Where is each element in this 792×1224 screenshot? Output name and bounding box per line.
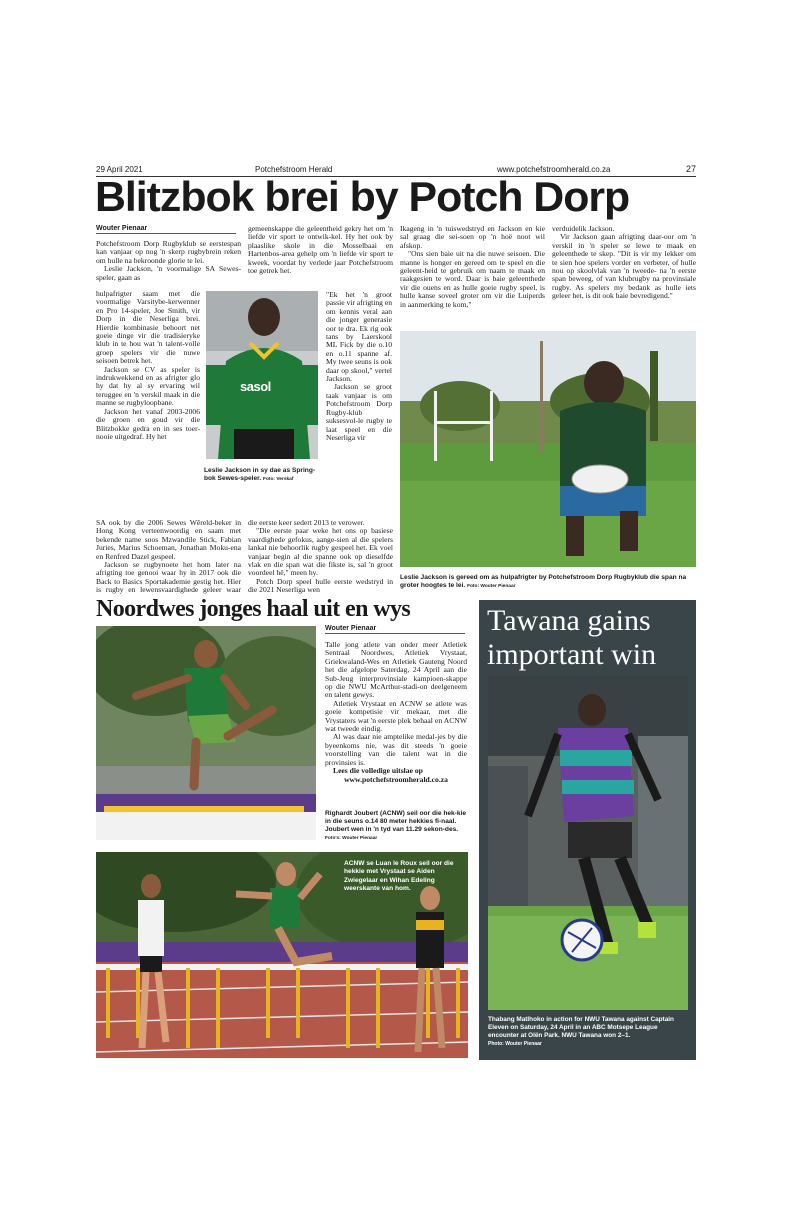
photo2-credit: Foto: Wouter Pienaar <box>467 584 516 589</box>
main-col2-bottom <box>248 519 393 595</box>
paragraph: hulpafrigter saam met die voormalige Varsitybe-kerwenner en Pro 14-speler, Joe Smith, vir Dorp in die Neserliga brei. Hierdie kombinasie behoort net goeie dinge vir die tradisieryke klub in te hou wat 'n talent-volle groep spelers vir die nuwe seisoen betrek het. <box>96 290 200 366</box>
paragraph: Vir Jackson gaan afrigting daar-oor om 'n verskil in 'n speler se lewe te maak en geleenthede te skep. "Dit is vir my lekker om te sien hoe spelers vorder en verbeter, of hulle nou op skoolvlak van 'n tweede- na 'n eerste span beweeg, of van klubrugby na provinsiale rugby. As spelers my bedank as hulle iets geleer het, is dit ook baie bevredigend." <box>552 232 696 301</box>
main-col2-narrow <box>326 291 392 526</box>
athletics-photo1-caption: Righardt Joubert (ACNW) seil oor die hek-kie in die seuns o.14 80 meter hekkies fi-naal. Joubert wen in 'n tyd van 11.29 sekon-des. Foto's: Wouter Pienaar <box>325 810 467 841</box>
paragraph: Jackson se rugbynoete het hom later na afrigting toe genooi waar hy in 2017 ook die Back to Basics Sportakademie gestig het. Hier is rugby en lewensvaardighede geleer waar <box>96 560 241 595</box>
photo-tawana-player <box>488 676 688 1010</box>
main-byline: Wouter Pienaar <box>96 225 148 232</box>
paragraph: Jackson se groot taak vanjaar is om Potchefstroom Dorp Rugby-klub suksesvol-le rugby te laat speel en die Neserliga vir <box>326 382 392 442</box>
byline-rule <box>96 233 236 234</box>
paragraph: Jackson se CV as speler is indrukwekkend en as afrigter glo hy dat hy al sy ervaring wil teruggee en 'n verskil maak in die manne se rugbyloopbane. <box>96 364 200 408</box>
paragraph: gemeenskappe die geleentheid gekry het om 'n liefde vir sport te ontwik-kel. Hy het ook by plaaslike skole in die Mosselbaai en Hartenbos-area gehelp om 'n liefde vir sport te kweek, voordat hy verlede jaar Potchefstroom toe getrek het. <box>248 225 393 276</box>
jersey-sponsor-text: sasol <box>240 379 271 394</box>
tawana-sidebar <box>479 600 696 1060</box>
read-more-text: Lees die volledige uitslae op <box>333 766 423 776</box>
main-col3 <box>400 225 545 325</box>
photo-hurdler-joubert <box>96 626 316 840</box>
paragraph: "Ek het 'n groot passie vir afrigting en om kennis veral aan die jonger generasie oor te dra. Ek rig ook tans by Laerskool ML Fick by die o.10 en o.11 spanne af. My twee seuns is ook daar op skool," vertel Jackson. <box>326 291 392 384</box>
paragraph: "Ons sien baie uit na die nuwe seisoen. Die manne is honger en gereed om te speel en die geleent-heid te gebruik om naam te maak en raakgesien te word. Daar is baie geleenthede vir die ouens en as hulle goeie rugby speel, is hulle kanse soveel groter om vir die Luiperds in aanmerking te kom," <box>400 249 545 309</box>
photo2-caption: Leslie Jackson is gereed om as hulpafrigter by Potchefstroom Dorp Rugbyklub die span na groter hoogtes te lei. Foto: Wouter Pienaar <box>400 574 687 589</box>
paragraph: verduidelik Jackson. <box>552 225 615 233</box>
paragraph: SA ook by die 2006 Sewes Wêreld-beker in Hong Kong verteenwoordig en saam met bekende name soos Mzwandile Stick, Fabian Juries, Marius Schoeman, Jonathan Moku-ena en Renfred Dazel gespeel. <box>96 519 241 561</box>
paragraph: "Die eerste paar weke het ons op basiese vaardighede gefokus, aange-sien al die spelers lankal nie behoorlik rugby gespeel het. Ek voel vanjaar begin al die spanne ook op dieselfde vlak en die span wat die fikste is, sal 'n groot voordeel hê," meen hy. <box>248 526 393 578</box>
tawana-credit: Photo: Wouter Pienaar <box>488 1041 542 1047</box>
main-col1-top <box>96 240 241 290</box>
photo1-caption: Leslie Jackson in sy dae as Spring-bok Sewes-speler. Foto: Verskaf <box>204 467 316 482</box>
paragraph: die eerste keer sedert 2013 te verower. <box>248 519 365 527</box>
website-url[interactable]: www.potchefstroomherald.co.za <box>497 165 611 174</box>
photo-jackson-springbok <box>206 291 318 459</box>
football-player-illustration <box>488 676 688 1010</box>
paragraph: Atletiek Vrystaat en ACNW se atlete was goeie kompetisie vir mekaar, met die Vrystaters wat 'n eerste plek behaal en ACNW wat tweede eindig. <box>325 698 467 734</box>
main-headline: Blitzbok brei by Potch Dorp <box>95 173 630 220</box>
page-number: 27 <box>686 164 697 174</box>
main-col1-bottom <box>96 519 241 595</box>
issue-date: 29 April 2021 <box>96 165 143 174</box>
springbok-player-illustration <box>206 291 318 459</box>
main-col4 <box>552 225 696 325</box>
athletics-photo2-caption: ACNW se Luan le Roux seil oor die hekkie met Vrystaat se Aiden Zwiegelaar en Wihan Edeling weerskante van hom. <box>344 860 454 893</box>
athletics-headline: Noordwes jonges haal uit en wys <box>96 596 411 622</box>
main-col2-top <box>248 225 393 291</box>
photo-jackson-coach <box>400 331 696 567</box>
paragraph: Potchefstroom Dorp Rugbyklub se eerstespan kan vanjaar op nog 'n skerp rugbybrein reken om hulle na bekroonde glorie te lei. <box>96 240 241 265</box>
paragraph: Al was daar nie amptelike medal-jes by die byeenkoms nie, was dit steeds 'n goeie voorstelling van die talent wat in die provinsies is. <box>325 732 467 767</box>
athletics-photo-credit: Foto's: Wouter Pienaar <box>325 836 378 841</box>
paragraph: Leslie Jackson, 'n voormalige SA Sewes-speler, gaan as <box>96 264 241 282</box>
tawana-caption: Thabang Matlhoko in action for NWU Tawana against Captain Eleven on Saturday, 24 April in an ABC Motsepe League encounter at Olën Park. NWU Tawana won 2–1. Photo: Wouter Pienaar <box>488 1016 674 1047</box>
coach-with-ball-illustration <box>400 331 696 567</box>
tawana-headline-line1: Tawana gains <box>487 604 651 637</box>
photo1-credit: Foto: Verskaf <box>263 477 294 482</box>
tawana-headline-line2: important win <box>487 638 657 671</box>
paragraph: Ikageng in 'n tuiswedstryd en Jackson en kie sal graag die sei-soen op 'n hoë noot wil afskop. <box>400 225 545 250</box>
paragraph: Talle jong atlete van onder meer Atletiek Sentraal Noordwes, Atletiek Vrystaat, Griekwaland-Wes en Atletiek Gauteng Noord het die afgelope Saterdag, 24 April aan die Sub-Jeug interprovinsiale kampioen-skappe op die NWU McArthur-stadi-on deelgeneem en talent gewys. <box>325 641 467 700</box>
athletics-byline-rule <box>325 633 465 634</box>
hurdler-illustration <box>96 626 316 840</box>
athletics-byline: Wouter Pienaar <box>325 625 377 632</box>
main-col1-narrow <box>96 290 200 518</box>
athletics-body <box>325 641 467 793</box>
paragraph: Jackson het vanaf 2003-2006 die groen en goud vir die Blitzbokke gedra en in ses toer-nooie uitgedraf. Hy het <box>96 406 200 441</box>
photo-hurdle-race <box>96 852 468 1058</box>
paragraph: Potch Dorp speel hulle eerste wedstryd in die 2021 Neserliga wen <box>248 576 393 595</box>
publication-name: Potchefstroom Herald <box>255 165 333 174</box>
read-more-link[interactable]: www.potchefstroomherald.co.za <box>344 774 448 784</box>
